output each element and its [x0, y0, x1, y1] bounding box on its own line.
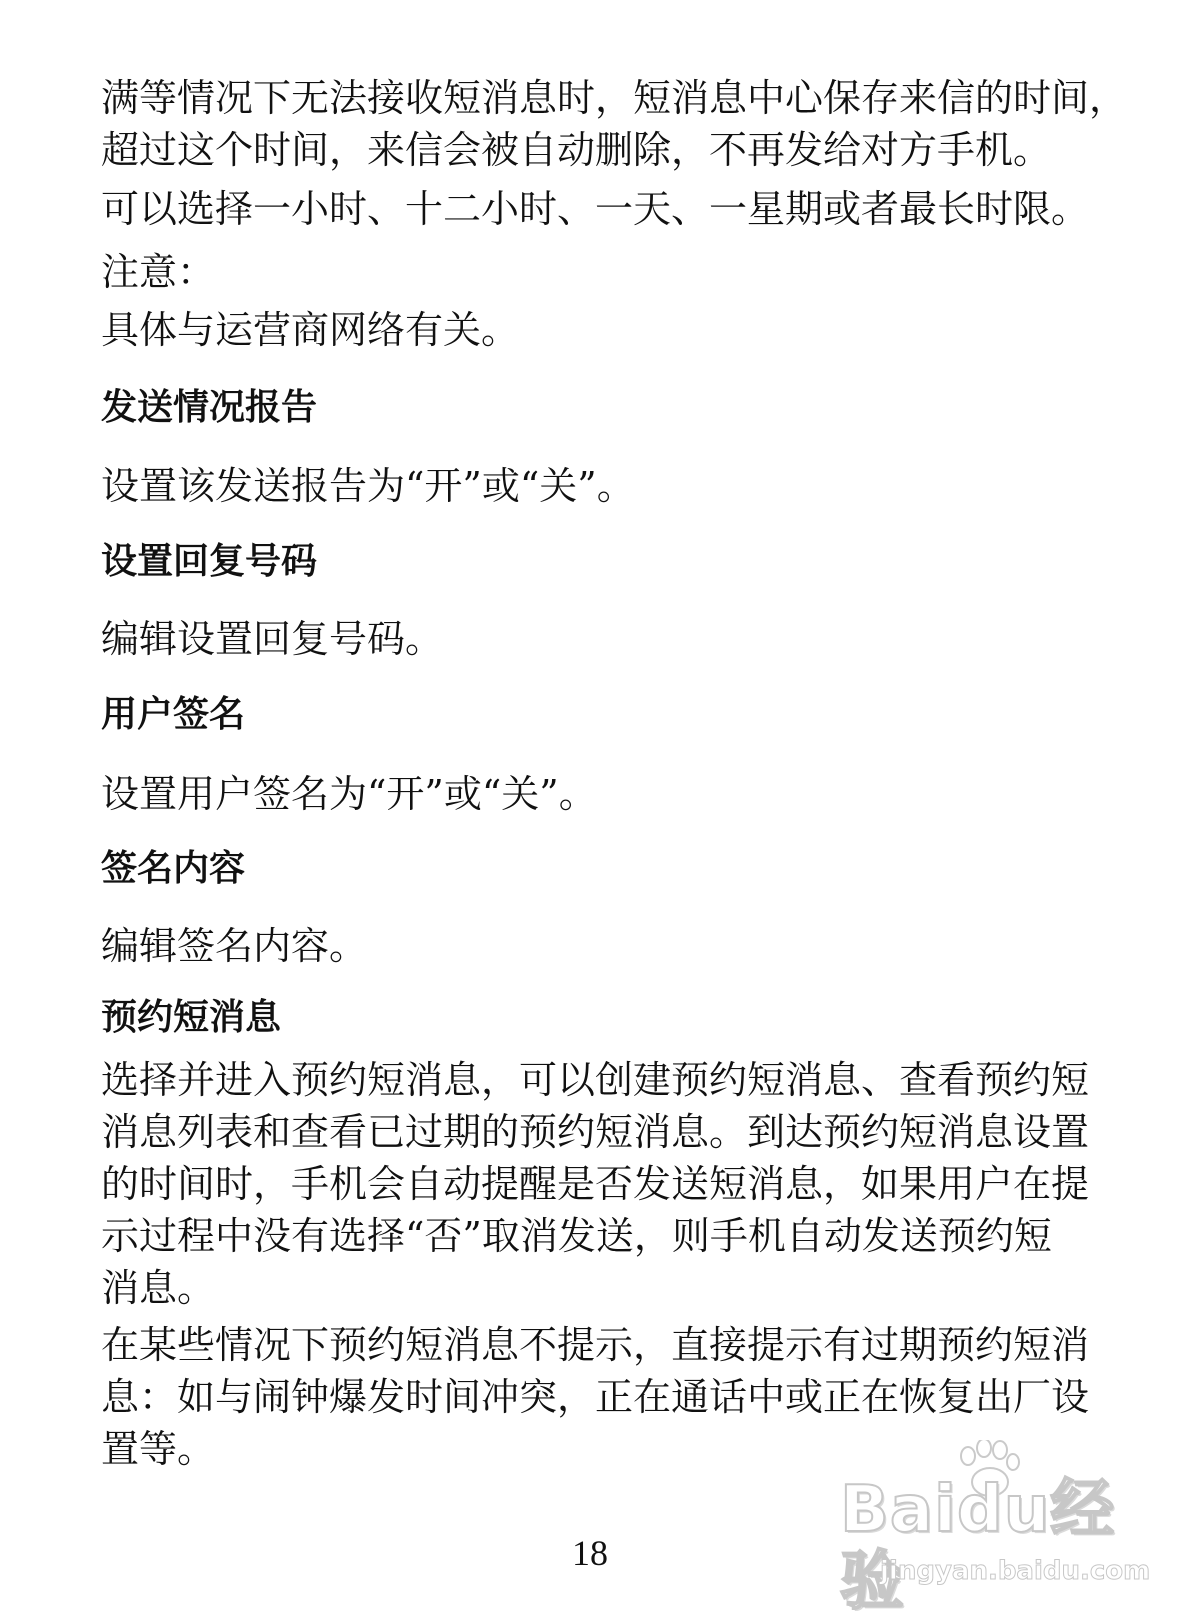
options-paragraph: 可以选择一小时、十二小时、一天、一星期或者最长时限。: [101, 187, 1090, 231]
section-heading-delivery-report: 发送情况报告: [101, 387, 318, 428]
section-heading-user-signature: 用户签名: [101, 694, 246, 735]
text-line: 息：如与闹钟爆发时间冲突，正在通话中或正在恢复出厂设: [101, 1375, 1090, 1419]
section-body-reply-number: 编辑设置回复号码。: [101, 617, 444, 661]
baidu-jingyan-watermark: [840, 1440, 1151, 1619]
note-text: 具体与运营商网络有关。: [101, 308, 520, 352]
watermark-url: jingyan.baidu.com: [880, 1556, 1151, 1586]
text-line: 满等情况下无法接收短消息时，短消息中心保存来信的时间，: [101, 76, 1128, 120]
text-line: 选择并进入预约短消息，可以创建预约短消息、查看预约短: [101, 1058, 1090, 1102]
section-body-user-signature: 设置用户签名为“开”或“关”。: [101, 772, 597, 816]
section-heading-signature-content: 签名内容: [101, 848, 246, 889]
text-line: 的时间时，手机会自动提醒是否发送短消息，如果用户在提: [101, 1162, 1090, 1206]
page-number: 18: [572, 1533, 608, 1573]
note-label: 注意：: [101, 250, 216, 294]
intro-paragraph: [101, 72, 1128, 176]
text-line: 超过这个时间，来信会被自动删除，不再发给对方手机。: [101, 128, 1052, 172]
text-line: 在某些情况下预约短消息不提示，直接提示有过期预约短消: [101, 1323, 1090, 1367]
watermark-logo-text: Baidu经验: [840, 1473, 1116, 1619]
text-line: 示过程中没有选择“否”取消发送，则手机自动发送预约短: [101, 1214, 1052, 1258]
section-heading-reply-number: 设置回复号码: [101, 541, 318, 582]
section-body-signature-content: 编辑签名内容。: [101, 924, 368, 968]
section-heading-scheduled-sms: 预约短消息: [101, 997, 282, 1038]
text-line: 消息列表和查看已过期的预约短消息。到达预约短消息设置: [101, 1110, 1090, 1154]
text-line: 消息。: [101, 1266, 216, 1310]
section-body-delivery-report: 设置该发送报告为“开”或“关”。: [101, 464, 635, 508]
text-line: 置等。: [101, 1427, 216, 1471]
scheduled-sms-paragraph-1: [101, 1054, 1090, 1314]
